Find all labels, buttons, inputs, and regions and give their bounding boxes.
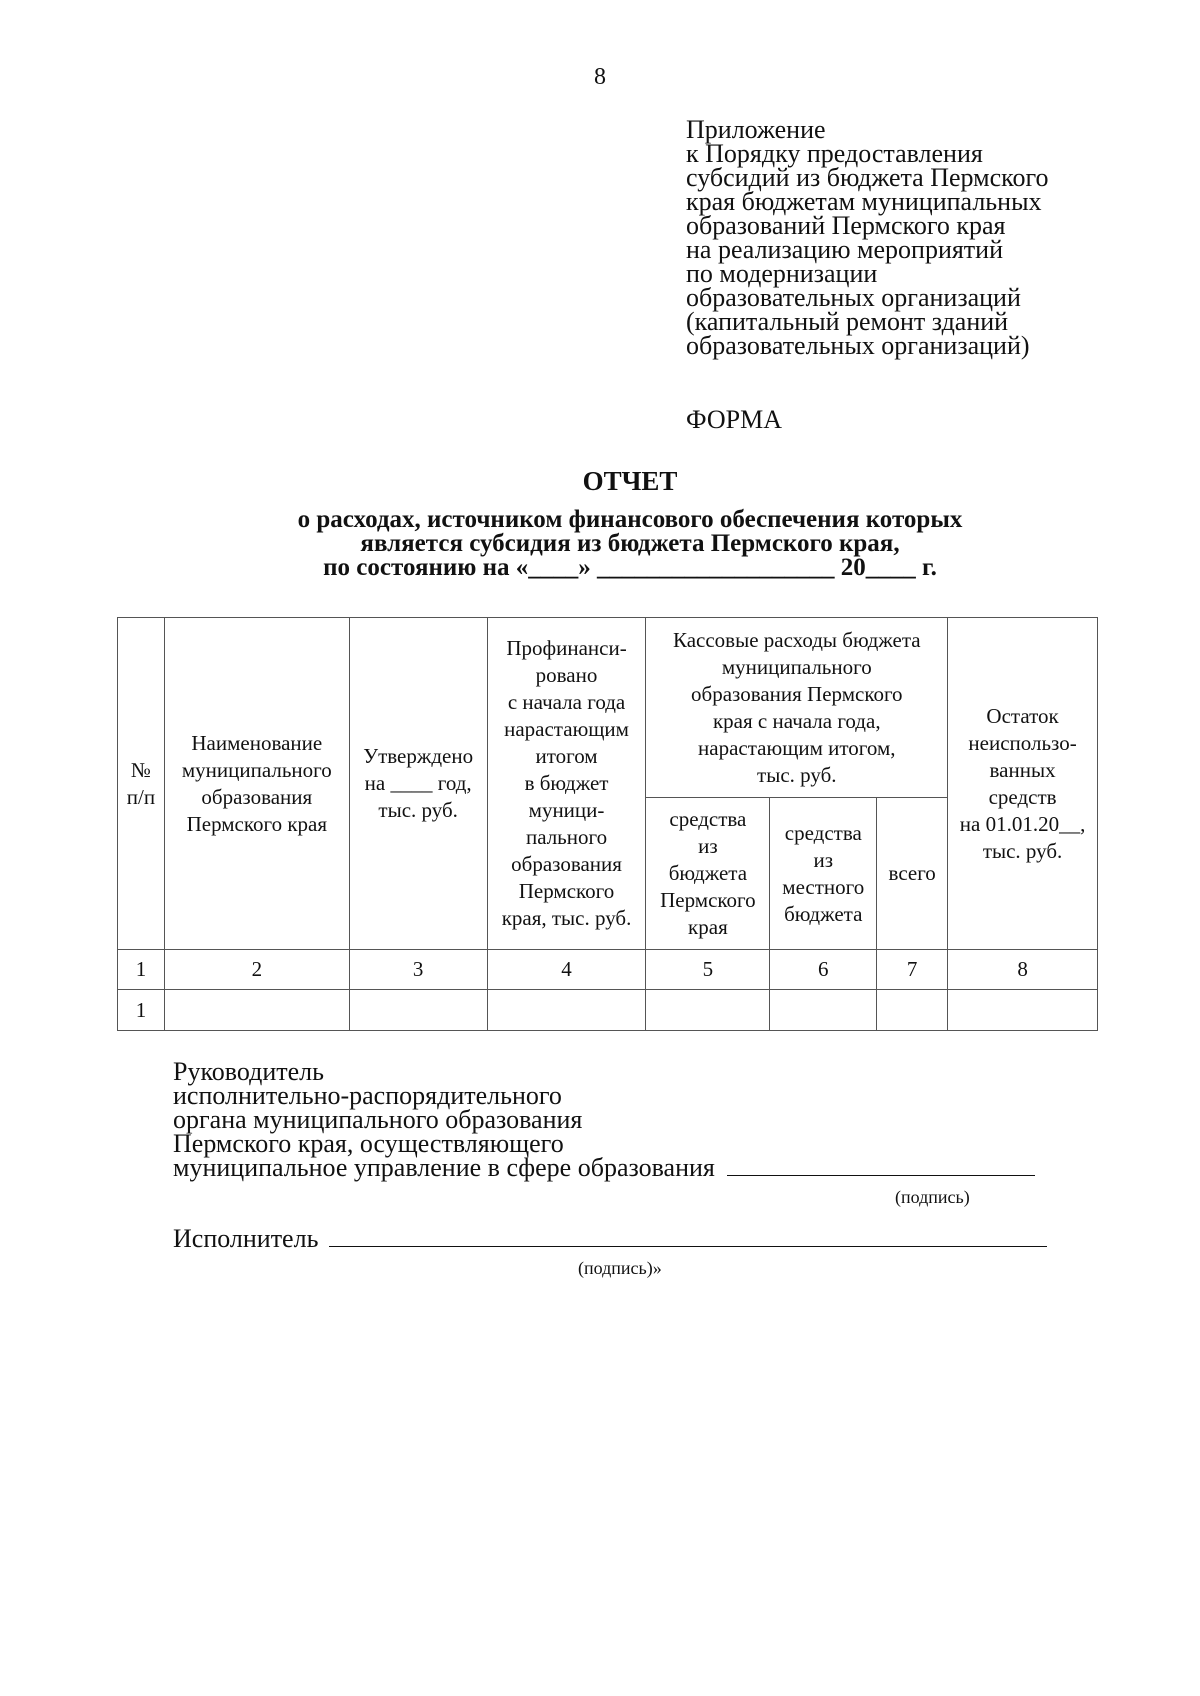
- report-table: [117, 617, 1098, 1031]
- header-financed-line: пального: [525, 825, 608, 849]
- column-number: 3: [349, 950, 487, 990]
- executor-signature-line: [329, 1246, 1047, 1247]
- executor-label: Исполнитель: [173, 1224, 319, 1253]
- header-regional-line: средства: [669, 807, 747, 831]
- header-remainder-line: на 01.01.20__,: [959, 811, 1086, 836]
- table-cell: [164, 990, 349, 1031]
- appendix-line: образовательных организаций): [686, 331, 1030, 360]
- header-total: всего: [877, 798, 948, 950]
- header-regional-line: края: [688, 915, 728, 939]
- signatures-block: [173, 1057, 1035, 1182]
- header-approved-line: тыс. руб.: [378, 798, 458, 822]
- appendix-line: по модернизации: [686, 259, 878, 288]
- header-financed-line: нарастающим: [504, 717, 629, 741]
- appendix-line: образований Пермского края: [686, 211, 1006, 240]
- header-remainder: [948, 618, 1098, 950]
- header-financed-line: края, тыс. руб.: [501, 906, 632, 930]
- table-column-numbers-row: [118, 950, 1098, 990]
- table-header-row: [118, 618, 1098, 798]
- appendix-line: к Порядку предоставления: [686, 139, 983, 168]
- appendix-line: образовательных организаций: [686, 283, 1021, 312]
- header-remainder-line: тыс. руб.: [982, 838, 1063, 863]
- column-number: 8: [948, 950, 1098, 990]
- header-financed: [487, 618, 646, 950]
- header-financed-line: ровано: [535, 663, 598, 687]
- header-remainder-line: неиспользо-: [968, 730, 1077, 755]
- header-financed-line: Профинанси-: [506, 636, 627, 660]
- table-cell: [877, 990, 948, 1031]
- header-approved-line: на ____ год,: [364, 771, 472, 795]
- table-cell: [487, 990, 646, 1031]
- header-remainder-line: Остаток: [986, 703, 1059, 728]
- report-subtitle: [0, 508, 1200, 580]
- column-number: 6: [770, 950, 877, 990]
- report-title: ОТЧЕТ: [582, 466, 678, 496]
- header-cash-line: тыс. руб.: [757, 762, 837, 787]
- header-cash-line: края с начала года,: [712, 708, 881, 733]
- header-financed-line: итогом: [535, 744, 598, 768]
- table-cell: [770, 990, 877, 1031]
- header-regional-funds: [646, 798, 770, 950]
- appendix-line: субсидий из бюджета Пермского: [686, 163, 1049, 192]
- head-title-line: Пермского края, осуществляющего: [173, 1129, 564, 1158]
- header-local-line: местного: [782, 874, 865, 899]
- table-row: [118, 990, 1098, 1031]
- column-number: 1: [118, 950, 165, 990]
- head-title-line: органа муниципального образования: [173, 1105, 583, 1134]
- column-number: 7: [877, 950, 948, 990]
- header-approved-line: Утверждено: [363, 744, 474, 768]
- head-signature-line: [727, 1175, 1035, 1176]
- header-local-line: из: [813, 847, 834, 872]
- header-cash-line: нарастающим итогом,: [698, 735, 896, 760]
- header-regional-line: Пермского: [660, 888, 756, 912]
- form-label: ФОРМА: [686, 405, 782, 434]
- header-remainder-line: ванных: [989, 757, 1056, 782]
- report-subtitle-line: является субсидия из бюджета Пермского края,: [360, 530, 900, 557]
- appendix-line: (капитальный ремонт зданий: [686, 307, 1009, 336]
- column-number: 4: [487, 950, 646, 990]
- executor-signature-caption: (подпись)»: [578, 1258, 662, 1278]
- header-cash-line: муниципального: [721, 654, 872, 679]
- header-financed-line: с начала года: [507, 690, 626, 714]
- header-cash-expenses: [646, 618, 948, 798]
- table-cell: 1: [118, 990, 165, 1031]
- head-signature-row: [173, 1153, 1035, 1182]
- header-local-funds: [770, 798, 877, 950]
- table-cell: [349, 990, 487, 1031]
- column-number: 5: [646, 950, 770, 990]
- header-regional-line: из: [698, 834, 718, 858]
- header-num: № п/п: [118, 618, 165, 950]
- appendix-block: [686, 115, 1166, 360]
- table-cell: [948, 990, 1098, 1031]
- head-signature-caption: (подпись): [895, 1187, 970, 1207]
- header-cash-line: Кассовые расходы бюджета: [672, 627, 921, 652]
- header-financed-line: Пермского: [518, 879, 615, 903]
- head-title-line: Руководитель: [173, 1057, 324, 1086]
- executor-block: [173, 1224, 1047, 1253]
- table-cell: [646, 990, 770, 1031]
- page-number: 8: [594, 64, 606, 90]
- header-financed-line: в бюджет: [524, 771, 609, 795]
- appendix-line: края бюджетам муниципальных: [686, 187, 1042, 216]
- header-remainder-line: средств: [988, 784, 1057, 809]
- report-subtitle-line: о расходах, источником финансового обеспечения которых: [297, 506, 963, 533]
- head-title-line: исполнительно-распорядительного: [173, 1081, 562, 1110]
- header-cash-line: образования Пермского: [691, 681, 903, 706]
- column-number: 2: [164, 950, 349, 990]
- header-local-line: средства: [784, 820, 862, 845]
- header-financed-line: муници-: [528, 798, 605, 822]
- header-financed-line: образования: [511, 852, 622, 876]
- report-subtitle-line: по состоянию на «____» ___________________ 20____ г.: [323, 554, 937, 581]
- header-local-line: бюджета: [784, 901, 863, 926]
- header-regional-line: бюджета: [668, 861, 748, 885]
- header-municipality-name: Наименование муниципального образования Пермского края: [164, 618, 349, 950]
- head-title-line: муниципальное управление в сфере образования: [173, 1153, 715, 1182]
- appendix-line: на реализацию мероприятий: [686, 235, 1004, 264]
- header-approved: [349, 618, 487, 950]
- appendix-line: Приложение: [686, 115, 826, 144]
